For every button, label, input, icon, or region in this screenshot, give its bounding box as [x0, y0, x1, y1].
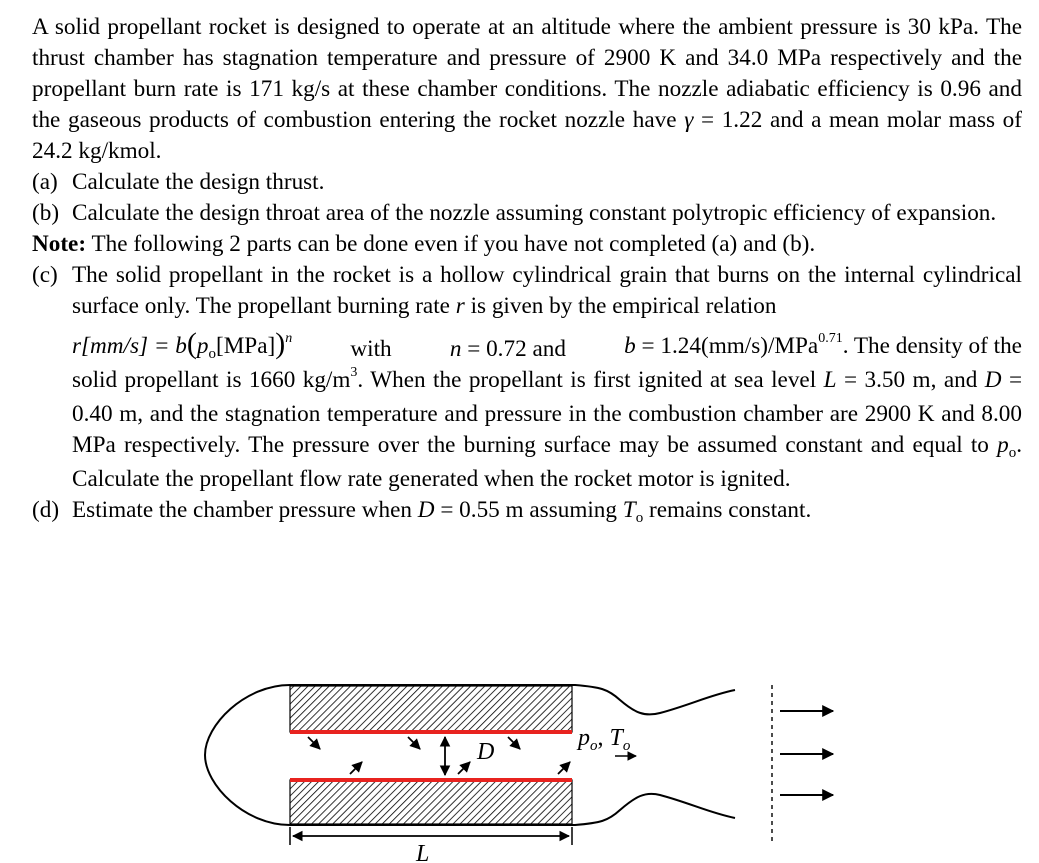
part-d-T-sub: o [635, 510, 644, 526]
L-value: = 3.50 [843, 367, 906, 393]
eq-unit: [MPa] [215, 333, 276, 359]
part-c [32, 260, 1022, 495]
eq-n: n [449, 336, 462, 362]
grain-top [290, 686, 572, 732]
part-d-text2: = 0.55 m assuming [440, 497, 617, 523]
label-po: p [578, 725, 590, 751]
gas-arrow [508, 737, 520, 749]
eq-n-group [450, 334, 566, 365]
part-d-T: T [622, 497, 636, 523]
part-c-text1: The solid propellant in the rocket is a hollow cylindrical grain that burns on the internal cylindrical surface only. The propellant burning rate [72, 262, 1022, 319]
burn-rate-equation-line [72, 322, 1022, 365]
part-a-label: (a) [32, 169, 58, 195]
eq-b2: b [624, 333, 636, 359]
gamma-symbol: γ [684, 107, 694, 133]
eq-b-val: = 1.24(mm/s)/MPa [641, 333, 819, 359]
note [32, 229, 1022, 260]
rocket-figure [190, 655, 850, 863]
eq-p: p [196, 333, 209, 359]
part-b [32, 198, 1022, 229]
part-c-line-a-rest: . When the propellant is first ignited at sea level [357, 367, 817, 393]
part-c-line-b-start: m, and [912, 367, 978, 393]
part-c-line-a: solid propellant is 1660 kg/m [72, 367, 351, 393]
D-variable: D [984, 367, 1002, 393]
eq-b: b [175, 333, 187, 359]
label-D: D [477, 739, 495, 765]
part-d-text3: remains constant. [649, 497, 812, 523]
note-head: Note: [32, 231, 87, 257]
gas-arrow [558, 762, 570, 774]
r-variable: r [455, 293, 465, 319]
part-b-text: Calculate the design throat area of the nozzle assuming constant polytropic efficiency of expansion. [72, 200, 997, 226]
eq-b-group [624, 331, 1022, 365]
part-c-line-c: . Calculate the propellant flow rate generated when the rocket motor is ignited. [72, 432, 1022, 492]
part-c-body [72, 260, 1022, 495]
po-variable: p [997, 432, 1009, 458]
part-a [32, 167, 1022, 198]
eq-b-exp: 0.71 [818, 331, 843, 346]
part-d-text1: Estimate the chamber pressure when [72, 497, 412, 523]
gas-arrow [458, 762, 470, 774]
note-text: The following 2 parts can be done even if you have not completed (a) and (b). [91, 231, 816, 257]
eq-n-val: = 0.72 and [467, 336, 566, 362]
label-To: T [609, 725, 623, 751]
gas-arrow [350, 762, 362, 774]
rocket-diagram [190, 655, 850, 863]
L-variable: L [823, 367, 837, 393]
burn-rate-equation: $r[mm/s] = b(p_o[MPa])^n$ [72, 327, 293, 362]
part-c-line-b-rest: = 0.40 m, and the stagnation temperature and pressure in the combustion chamber are 2900 K and 8.00 MPa respectively. The pressure over the burning surface may be assumed constant and equal to [72, 367, 1023, 458]
eq-density: . The density of the [842, 333, 1022, 359]
eq-p-sub: o [208, 346, 216, 362]
gas-arrow [408, 737, 420, 749]
po-sub: o [1008, 445, 1017, 461]
eq-with: with [350, 336, 392, 362]
part-c-text2: is given by the empirical relation [470, 293, 777, 319]
label-To-sub: o [622, 738, 631, 754]
part-b-label: (b) [32, 200, 60, 226]
gas-arrow [308, 737, 320, 749]
label-po-To [576, 725, 631, 754]
label-po-sub: o [590, 738, 598, 754]
intro-text: A solid propellant rocket is designed to operate at an altitude where the ambient pressure is 30 kPa. The thrust chamber has stagnation temperature and pressure of 2900 K and 34.0 MPa respectively and the propellant burn rate is 171 kg/s at these chamber conditions. The nozzle adiabatic efficiency is 0.96 and the gaseous products of combustion entering the rocket nozzle have [32, 14, 1022, 133]
grain-bottom [290, 780, 572, 824]
intro-paragraph [32, 12, 1022, 167]
eq-exp: n [285, 331, 293, 346]
label-comma: , [597, 725, 610, 751]
part-d [32, 495, 1022, 529]
label-L: L [416, 841, 430, 863]
part-a-text: Calculate the design thrust. [72, 169, 325, 195]
part-c-label: (c) [32, 262, 58, 288]
part-d-D: D [417, 497, 435, 523]
eq-lhs: r[mm/s] = [72, 333, 176, 359]
problem-statement [32, 12, 1022, 529]
part-d-label: (d) [32, 497, 60, 523]
cube-exp: 3 [350, 365, 358, 380]
gamma-rest: = 1.22 and a mean molar mass of 24.2 kg/kmol. [32, 107, 1022, 164]
part-d-body [72, 495, 1022, 529]
